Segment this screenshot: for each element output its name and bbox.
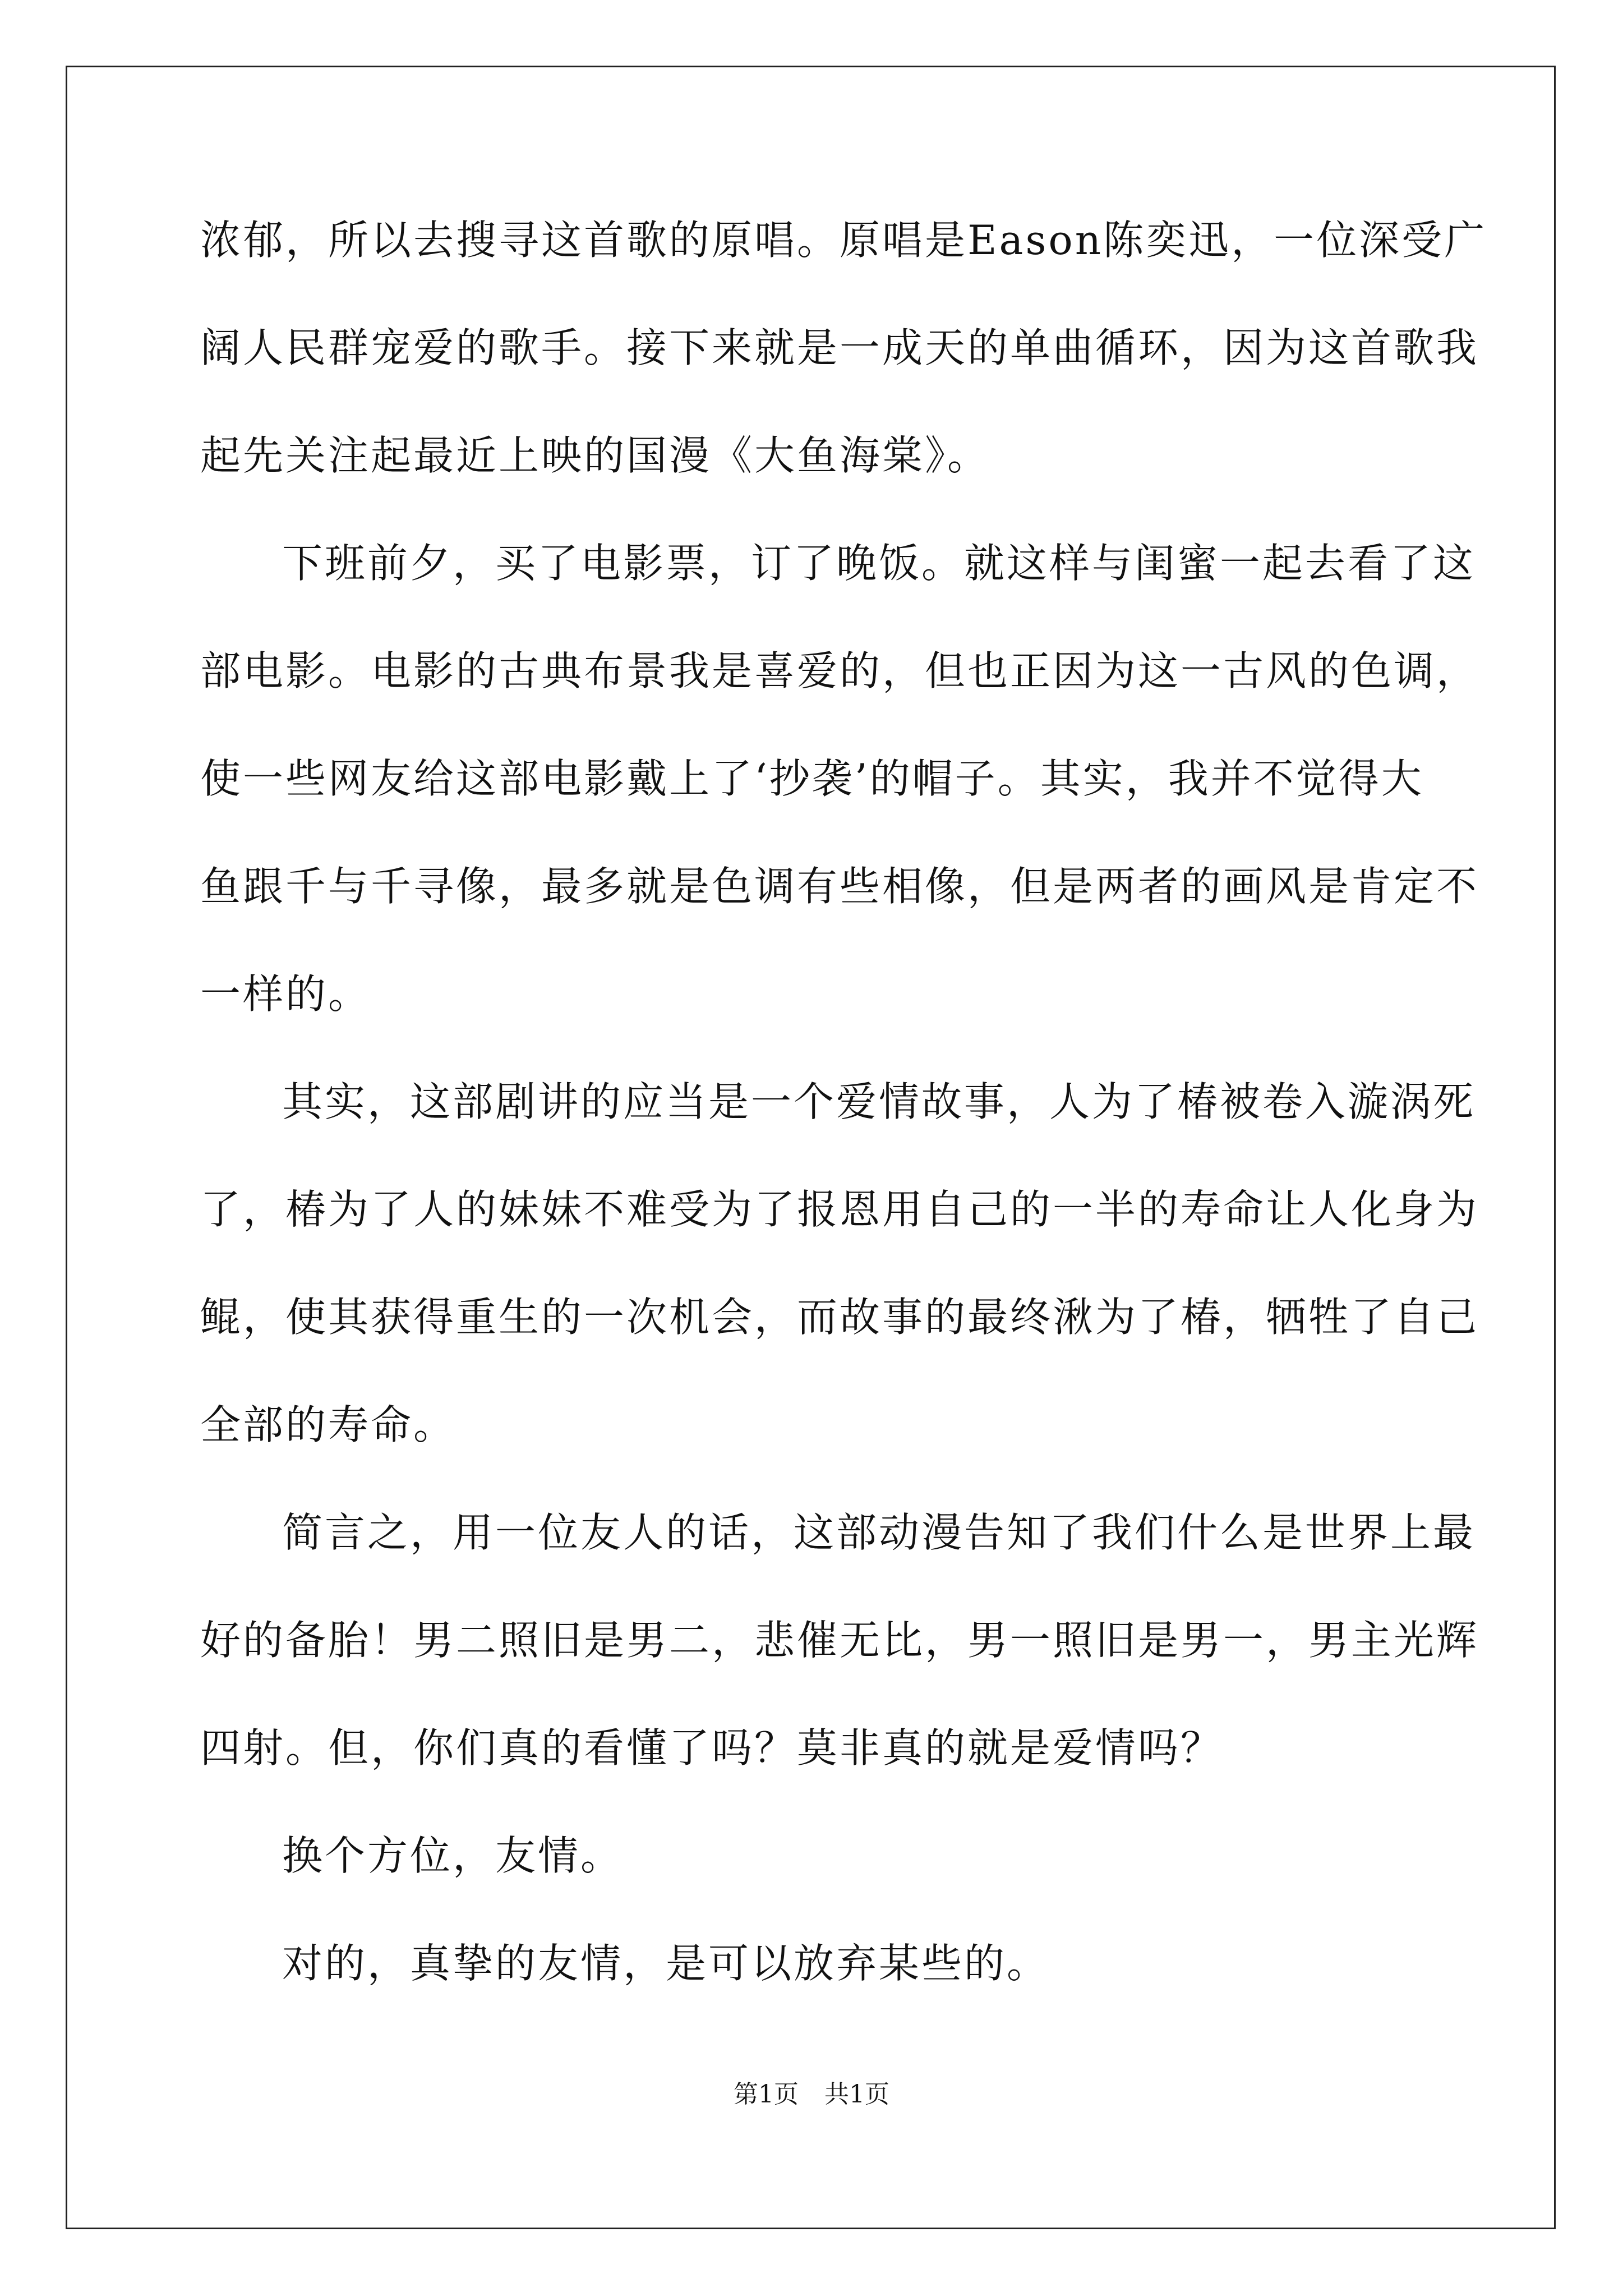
paragraph-start-line: 其实，这部剧讲的应当是一个爱情故事，人为了椿被卷入漩涡死	[282, 1078, 1476, 1125]
text-line: 了，椿为了人的妹妹不难受为了报恩用自己的一半的寿命让人化身为	[200, 1186, 1479, 1233]
text-line: 四射。但，你们真的看懂了吗？莫非真的就是爱情吗？	[200, 1724, 1224, 1772]
text-line: 部电影。电影的古典布景我是喜爱的，但也正因为这一古风的色调，	[200, 647, 1479, 694]
text-line: 起先关注起最近上映的国漫《大鱼海棠》。	[200, 432, 990, 479]
paragraph-start-line: 下班前夕，买了电影票，订了晚饭。就这样与闺蜜一起去看了这	[282, 540, 1476, 587]
page-number-total: 共1页	[824, 2080, 889, 2109]
text-line: 浓郁，所以去搜寻这首歌的原唱。原唱是Eason陈奕迅，一位深受广	[200, 217, 1487, 264]
text-line: 全部的寿命。	[200, 1401, 457, 1448]
paragraph-start-line: 换个方位，友情。	[282, 1832, 624, 1879]
paragraph-start-line: 对的，真挚的友情，是可以放弃某些的。	[282, 1940, 1050, 1987]
text-line: 鱼跟千与千寻像，最多就是色调有些相像，但是两者的画风是肯定不	[200, 863, 1479, 910]
page-footer	[0, 2082, 1623, 2107]
text-line: 阔人民群宠爱的歌手。接下来就是一成天的单曲循环，因为这首歌我	[200, 324, 1479, 371]
paragraph-start-line: 简言之，用一位友人的话，这部动漫告知了我们什么是世界上最	[282, 1509, 1476, 1556]
document-body	[200, 217, 1487, 2051]
text-line: 一样的。	[200, 970, 371, 1018]
text-line: 鲲，使其获得重生的一次机会，而故事的最终湫为了椿，牺牲了自己	[200, 1294, 1479, 1341]
page-number-current: 第1页	[734, 2080, 799, 2109]
text-line: 好的备胎！男二照旧是男二，悲催无比，男一照旧是男一，男主光辉	[200, 1617, 1479, 1664]
text-line: 使一些网友给这部电影戴上了‘抄袭’的帽子。其实，我并不觉得大	[200, 755, 1424, 802]
